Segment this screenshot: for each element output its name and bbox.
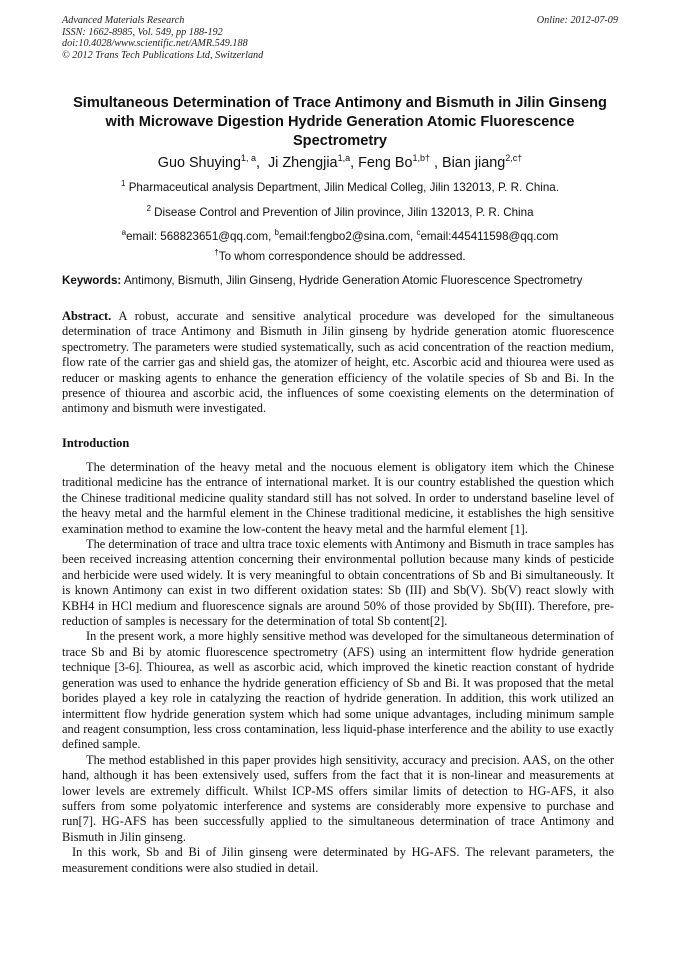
email-mark: a xyxy=(121,228,127,238)
paragraph: In this work, Sb and Bi of Jilin ginseng were determinated by HG-AFS. The relevant parameters, the measurement conditions were also studied in detail. xyxy=(62,845,614,875)
abstract-text: A robust, accurate and sensitive analytical procedure was developed for the simultaneous determination of trace Antimony and Bismuth in Jilin ginseng by hydride generation atomic fluorescence spectrometry. The parameters were studied systematically, such as acid concentration of the reaction medium, flow rate of the carrier gas and shield gas, the atomizer of height, etc. Ascorbic acid and thiourea were used as reducer or masking agents to enhance the generation efficiency of the volatile species of Sb and Bi. In the presence of thiourea and ascorbic acid, the influences of some coexisting elements on the determination of antimony and bismuth were investigated. xyxy=(62,309,614,416)
paragraph: The determination of the heavy metal and the nocuous element is obligatory item which the Chinese traditional medicine has the entrance of international market. It is our country established the question which the Chinese traditional medicine quality standard still has not solved. In order to understand baseline level of the heavy metal and the harmful element in the Chinese traditional medicine, it establishes the high sensitive examination method to examine the low-content the heavy metal and the harmful element [1]. xyxy=(62,460,614,536)
email-address: email:445411598@qq.com xyxy=(420,230,559,243)
paragraph: The determination of trace and ultra trace toxic elements with Antimony and Bismuth in trace samples has been received increasing attention concerning their environmental pollution because many kinds of pesticide and herbicide were used widely. It is very meaningful to obtain concentrations of Sb and Bi simultaneously. It is known Antimony can exist in two different oxidation states: Sb (III) and Sb(V). Sb(V) react slowly with KBH4 in HCl medium and fluorescence signals are around 50% of those provided by Sb(III). Therefore, pre-reduction of samples is necessary for the determination of total Sb content[2]. xyxy=(62,537,614,629)
author-name: Bian jiang xyxy=(442,155,506,171)
journal-header xyxy=(62,15,618,61)
author-marks: 1,b† xyxy=(412,153,431,164)
keywords-label: Keywords: xyxy=(62,274,122,287)
email-address: email: 568823651@qq.com xyxy=(126,230,269,243)
introduction-body xyxy=(62,460,614,876)
email-mark: c xyxy=(416,228,421,238)
online-date: Online: 2012-07-09 xyxy=(536,15,618,26)
section-heading-introduction: Introduction xyxy=(62,436,130,450)
correspondence-note xyxy=(62,250,618,264)
correspondence-mark: † xyxy=(214,248,219,258)
affiliation-2 xyxy=(62,206,618,220)
journal-name: Advanced Materials Research xyxy=(62,15,185,26)
abstract-label: Abstract. xyxy=(62,309,112,323)
copyright-line: © 2012 Trans Tech Publications Ltd, Switzerland xyxy=(62,49,264,61)
affiliation-text: Pharmaceutical analysis Department, Jilin Medical Colleg, Jilin 132013, P. R. China. xyxy=(128,181,559,194)
keywords-block xyxy=(62,273,614,288)
doi-line: doi:10.4028/www.scientific.net/AMR.549.188 xyxy=(62,38,248,50)
paragraph: The method established in this paper provides high sensitivity, accuracy and precision. AAS, on the other hand, although it has been extensively used, suffers from the fact that it is non-linear and measurements at lower levels are extremely difficult. Whilst ICP-MS offers similar limits of detection to HG-AFS, it also suffers from some polyatomic interference and systems are considerably more expensive to purchase and run[7]. HG-AFS has been successfully applied to the simultaneous determination of trace Antimony and Bismuth in Jilin ginseng. xyxy=(62,752,614,844)
author-marks: 1, a xyxy=(240,153,256,164)
email-address: email:fengbo2@sina.com xyxy=(278,230,410,243)
affiliation-text: Disease Control and Prevention of Jilin province, Jilin 132013, P. R. China xyxy=(154,206,534,219)
author-name: Ji Zhengjia xyxy=(267,155,338,171)
author-marks: 1,a xyxy=(337,153,351,164)
abstract-block xyxy=(62,309,614,417)
author-name: Feng Bo xyxy=(358,155,413,171)
author-marks: 2,c† xyxy=(505,153,523,164)
affiliation-number: 1 xyxy=(121,179,126,189)
email-line: $^a$email: 568823651@qq.com, $^b$email:fengbo2@sina.com, $^c$email:445411598@qq.com xyxy=(121,228,559,243)
keywords-text: Antimony, Bismuth, Jilin Ginseng, Hydride Generation Atomic Fluorescence Spectrometry xyxy=(123,274,583,287)
author-list: Guo Shuying$^{1, a}$, Ji Zhengjia$^{1,a}$, Feng $Bo^{1,b\dagger}$ , Bian jiang$^{2,c\dagger}$ xyxy=(157,153,523,171)
author-name: Guo Shuying xyxy=(157,155,241,171)
email-mark: b xyxy=(274,228,279,238)
paragraph: In the present work, a more highly sensitive method was developed for the simultaneous determination of trace Sb and Bi by atomic fluorescence spectrometry (AFS) using an intermittent flow hydride generation technique [3-6]. Thiourea, as well as ascorbic acid, which improved the kinetic reaction constant of hydride generation was used to enhance the hydride generation efficiency of Sb and Bi. It was proposed that the metal borides played a key role in catalyzing the reaction of hydride generation. In addition, this work utilized an intermittent flow hydride generation system which had some unique advantages, including minimum sample and reagent consumption, less cross contamination, less liquid-phase interference and the ability to use exactly defined sample. xyxy=(62,629,614,752)
correspondence-text: To whom correspondence should be addressed. xyxy=(218,250,466,263)
issn-line: ISSN: 1662-8985, Vol. 549, pp 188-192 xyxy=(62,26,223,38)
affiliation-1 xyxy=(62,181,618,195)
paper-title: Simultaneous Determination of Trace Antimony and Bismuth in Jilin Ginseng with Microwave Digestion Hydride Generation Atomic Fluorescence Spectrometry xyxy=(73,95,607,149)
affiliation-number: 2 xyxy=(146,204,151,214)
